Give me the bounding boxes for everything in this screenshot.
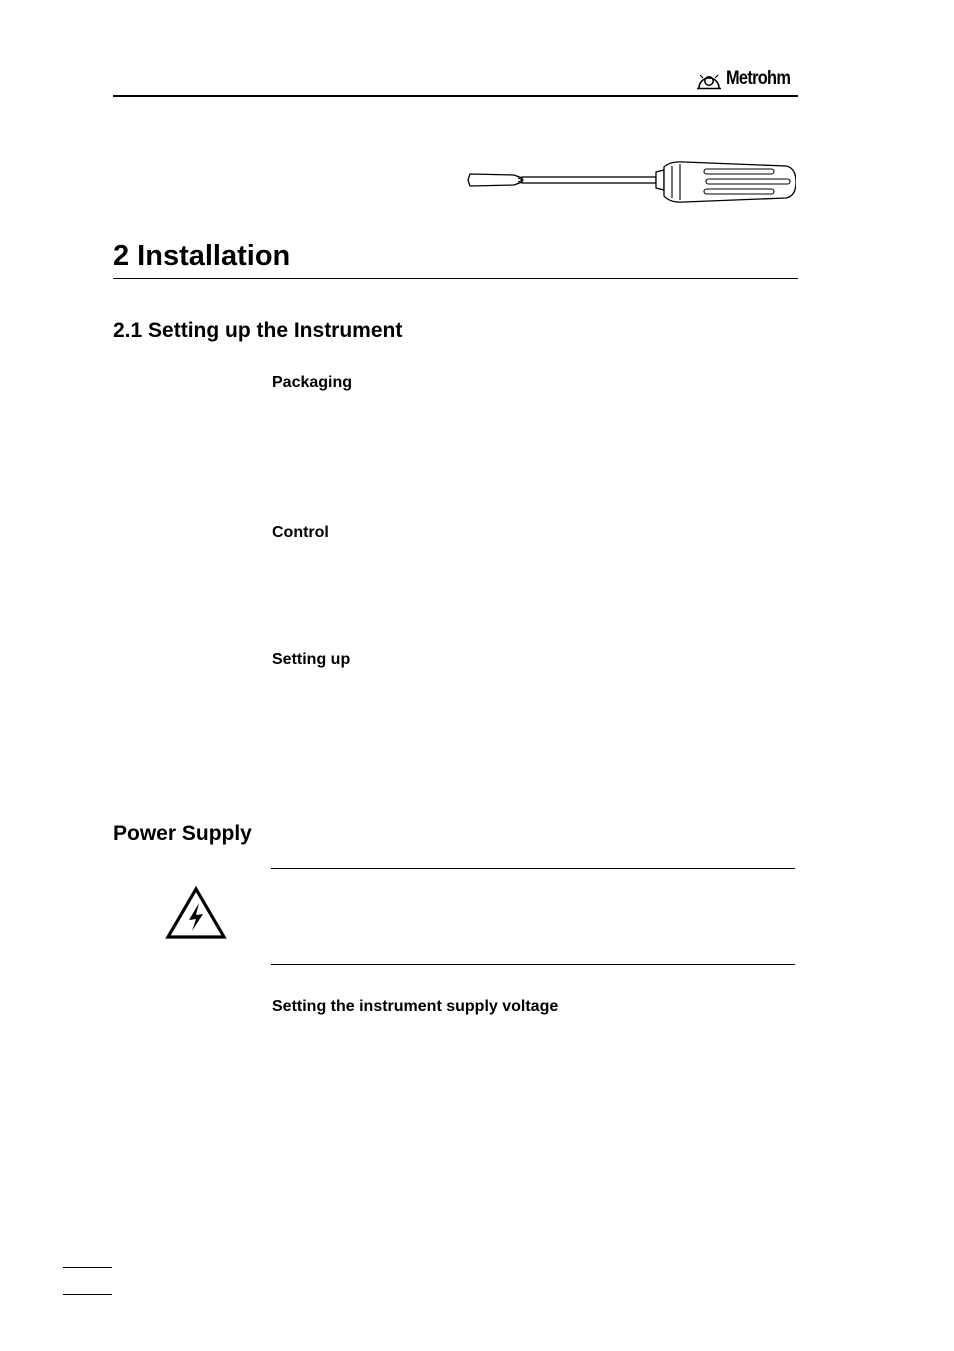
power-supply-title: Power Supply xyxy=(113,822,252,845)
section-title: 2.1 Setting up the Instrument xyxy=(113,319,403,342)
footer-rule-bottom xyxy=(63,1294,112,1295)
warning-top-rule xyxy=(271,868,795,869)
high-voltage-warning-icon xyxy=(165,886,227,940)
screwdriver-icon xyxy=(466,158,796,206)
warning-bottom-rule xyxy=(271,964,795,965)
footer-rule-top xyxy=(63,1267,112,1268)
metrohm-logo-icon xyxy=(696,68,722,90)
subhead-control: Control xyxy=(272,524,329,541)
subhead-supply-voltage: Setting the instrument supply voltage xyxy=(272,998,559,1015)
subhead-setting-up: Setting up xyxy=(272,651,351,668)
logo-text: Metrohm xyxy=(726,68,791,89)
chapter-title: 2 Installation xyxy=(113,240,291,272)
header-rule xyxy=(113,95,798,97)
subhead-packaging: Packaging xyxy=(272,374,353,391)
header-logo xyxy=(696,66,801,92)
chapter-rule xyxy=(113,278,798,279)
